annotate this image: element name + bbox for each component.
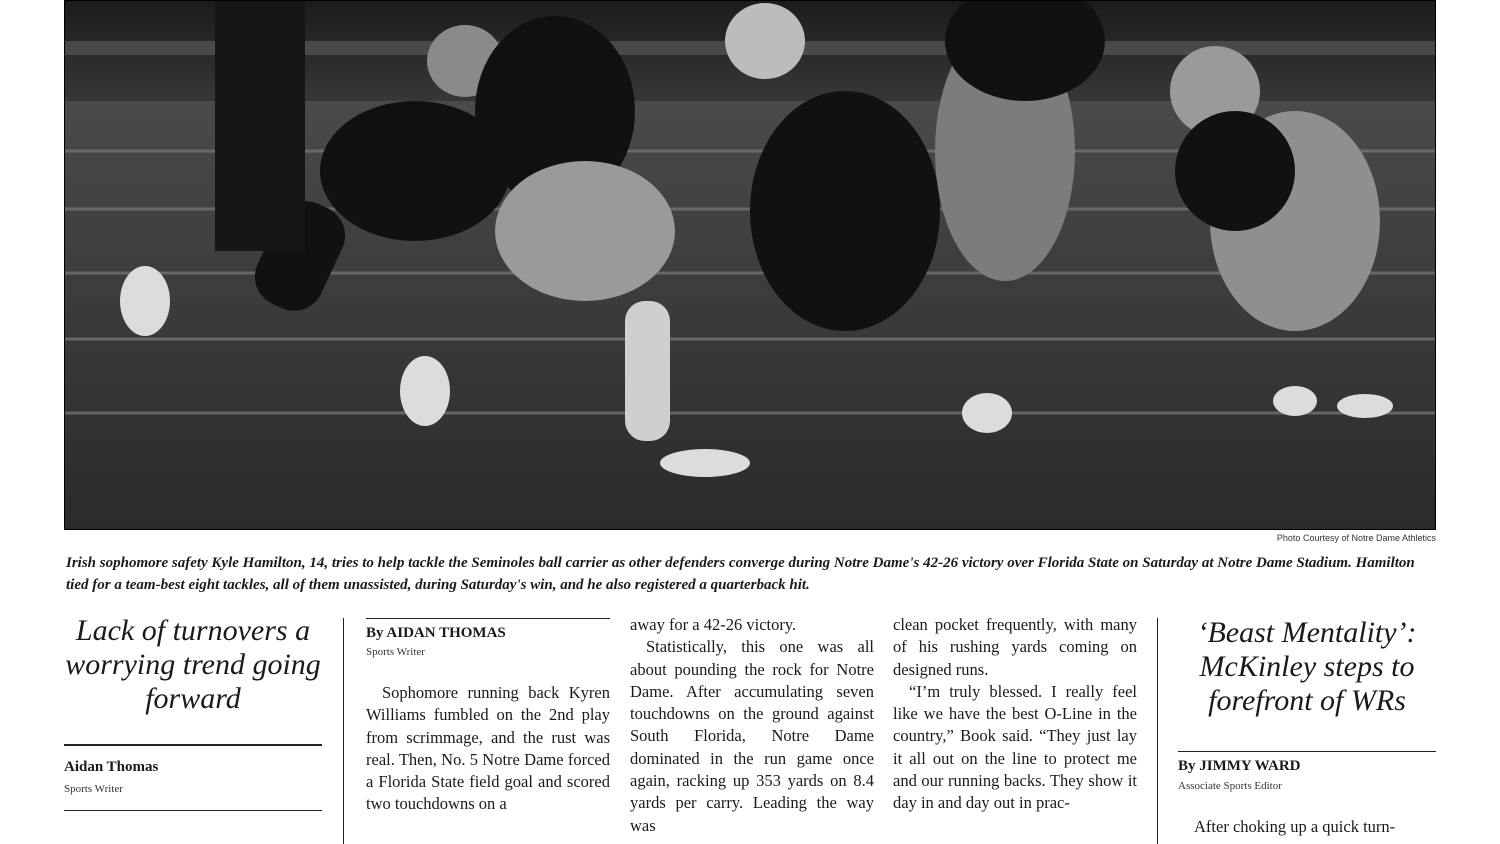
photo-caption: Irish sophomore safety Kyle Hamilton, 14, tries to help tackle the Seminoles ball carrier as other defenders converge during Notre Dame's 42-26 victory over Florida State on Saturday at Notre Dame Stadium. Hamilton tied for a team-best eight tackles, all of them unassisted, during Saturday's win, and he also registered a quarterback hit. (66, 555, 1415, 593)
paragraph: “I’m truly blessed. I really feel like we have the best O-Line in the country,” Book said. “They just lay it all out on the line to protect me and our running backs. They show it day in and day out in prac- (893, 681, 1137, 813)
right-story-role: Associate Sports Editor (1178, 780, 1282, 792)
left-story-headline[interactable]: Lack of turnovers a worrying trend going forward (65, 614, 321, 715)
divider (64, 810, 322, 811)
right-story-headline[interactable]: ‘Beast Mentality’: McKinley steps to forefront of WRs (1197, 616, 1417, 717)
column-rule (1157, 618, 1158, 844)
paragraph: Statistically, this one was all about pounding the rock for Notre Dame. After accumulating seven touchdowns on the ground against South Florida, Notre Dame dominated in the run game once again, racking up 353 yards on 8.4 yards per carry. Leading the way was (630, 637, 874, 835)
main-story-byline: By AIDAN THOMAS (366, 625, 506, 641)
left-story-role: Sports Writer (64, 783, 123, 795)
photo-credit: Photo Courtesy of Notre Dame Athletics (1276, 533, 1436, 543)
right-story-byline: By JIMMY WARD (1178, 758, 1301, 774)
paragraph: away for a 42-26 victory. (630, 615, 797, 634)
divider (1178, 751, 1436, 752)
main-story-column-2 (630, 614, 874, 837)
left-story-byline: Aidan Thomas (64, 759, 159, 775)
game-photo (64, 0, 1436, 530)
paragraph: After choking up a quick turn- (1194, 817, 1396, 836)
main-story-column-1 (366, 682, 610, 816)
divider (64, 744, 322, 746)
paragraph: clean pocket frequently, with many of his rushing yards coming on designed runs. (893, 615, 1137, 679)
column-rule (343, 618, 344, 844)
main-story-column-3 (893, 614, 1137, 815)
divider (366, 618, 610, 619)
right-story-column (1178, 816, 1436, 838)
paragraph: Sophomore running back Kyren Williams fumbled on the 2nd play from scrimmage, and the rust was real. Then, No. 5 Notre Dame forced a Florida State field goal and scored two touchdowns on a (366, 683, 610, 814)
main-story-role: Sports Writer (366, 646, 425, 658)
